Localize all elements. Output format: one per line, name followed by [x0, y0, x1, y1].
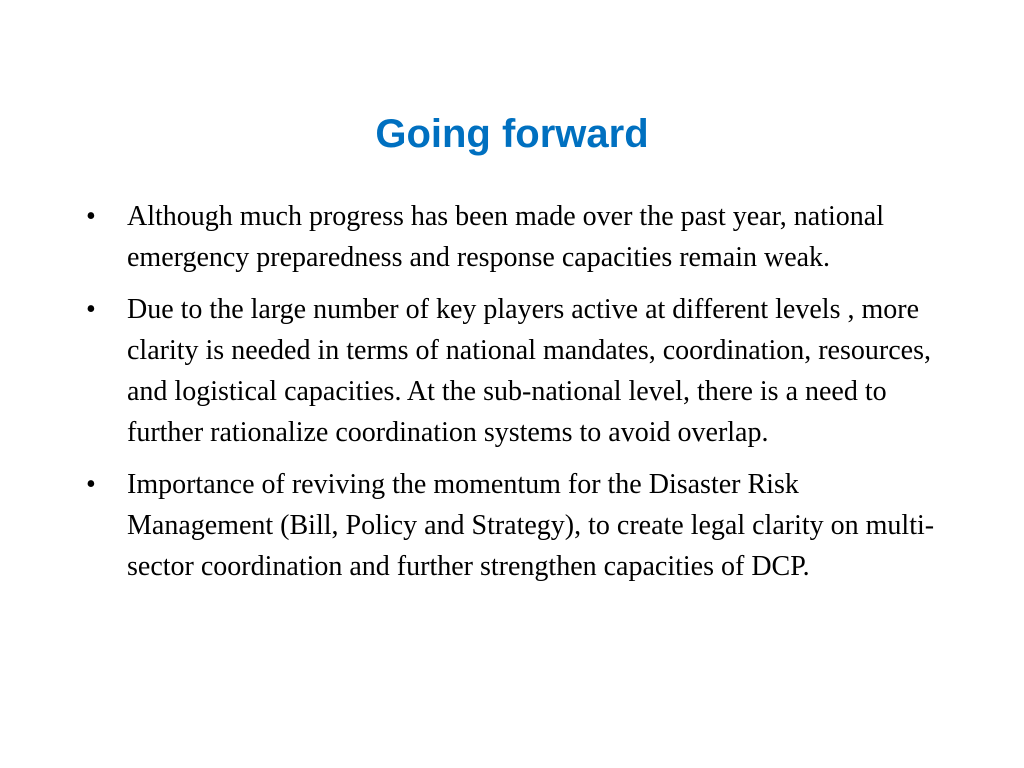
bullet-item — [84, 196, 944, 278]
bullet-text: Due to the large number of key players active at different levels , more clarity is needed in terms of national mandates, coordination, resources, and logistical capacities. At the sub-national level, there is a need to further rationalize coordination systems to avoid overlap. — [127, 294, 931, 448]
slide-title: Going forward — [375, 112, 649, 156]
bullet-text: Importance of reviving the momentum for the Disaster Risk Management (Bill, Policy and Strategy), to create legal clarity on multi-sector coordination and further strengthen capacities of DCP. — [127, 469, 935, 582]
bullet-text: Although much progress has been made over the past year, national emergency preparedness and response capacities remain weak. — [127, 201, 884, 273]
bullet-marker: • — [86, 469, 96, 500]
bullet-list — [84, 196, 944, 598]
bullet-marker: • — [86, 201, 96, 232]
bullet-item — [84, 289, 944, 453]
bullet-marker: • — [86, 294, 96, 325]
bullet-item — [84, 464, 944, 587]
